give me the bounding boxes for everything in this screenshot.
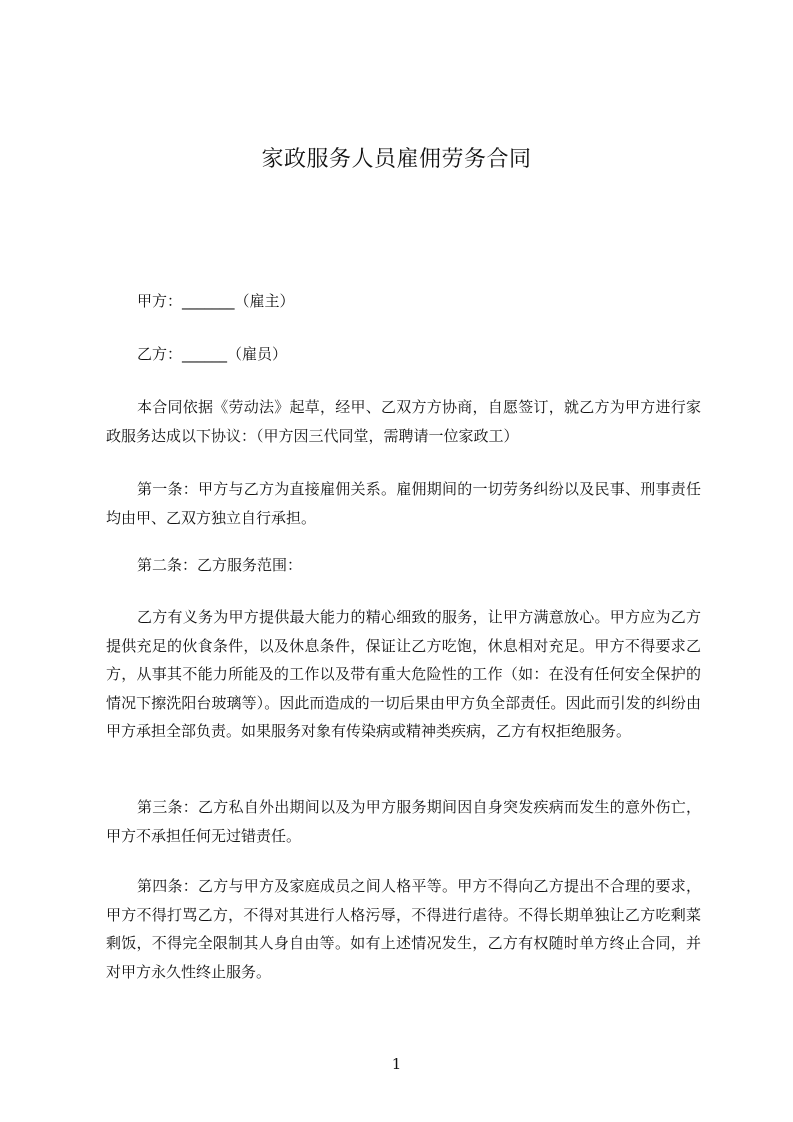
article-3-paragraph: 第三条：乙方私自外出期间以及为甲方服务期间因自身突发疾病而发生的意外伤亡，甲方不承担任何无过错责任。 — [106, 798, 701, 845]
page-number: 1 — [391, 1055, 402, 1073]
party-b-line: 乙方：______（雇员） — [137, 345, 288, 363]
article-4-paragraph: 第四条：乙方与甲方及家庭成员之间人格平等。甲方不得向乙方提出不合理的要求，甲方不得打骂乙方，不得对其进行人格污辱，不得进行虐待。不得长期单独让乙方吃剩菜剩饭，不得完全限制其人身自由等。如有上述情况发生，乙方有权随时单方终止合同，并对甲方永久性终止服务。 — [106, 877, 701, 981]
intro-paragraph: 本合同依据《劳动法》起草，经甲、乙双方方协商，自愿签订，就乙方为甲方进行家政服务达成以下协议：（甲方因三代同堂，需聘请一位家政工） — [106, 398, 701, 445]
service-scope-paragraph: 乙方有义务为甲方提供最大能力的精心细致的服务，让甲方满意放心。甲方应为乙方提供充足的伙食条件，以及休息条件，保证让乙方吃饱，休息相对充足。甲方不得要求乙方，从事其不能力所能及的工作以及带有重大危险性的工作（如：在没有任何安全保护的情况下擦洗阳台玻璃等）。因此而造成的一切后果由甲方负全部责任。因此而引发的纠纷由甲方承担全部负责。如果服务对象有传染病或精神类疾病，乙方有权拒绝服务。 — [106, 608, 701, 740]
article-1-paragraph: 第一条：甲方与乙方为直接雇佣关系。雇佣期间的一切劳务纠纷以及民事、刑事责任均由甲、乙双方独立自行承担。 — [106, 480, 701, 527]
article-2-heading: 第二条：乙方服务范围： — [137, 556, 303, 574]
document-title: 家政服务人员雇佣劳务合同 — [261, 147, 532, 172]
party-a-line: 甲方：_______（雇主） — [137, 292, 295, 310]
